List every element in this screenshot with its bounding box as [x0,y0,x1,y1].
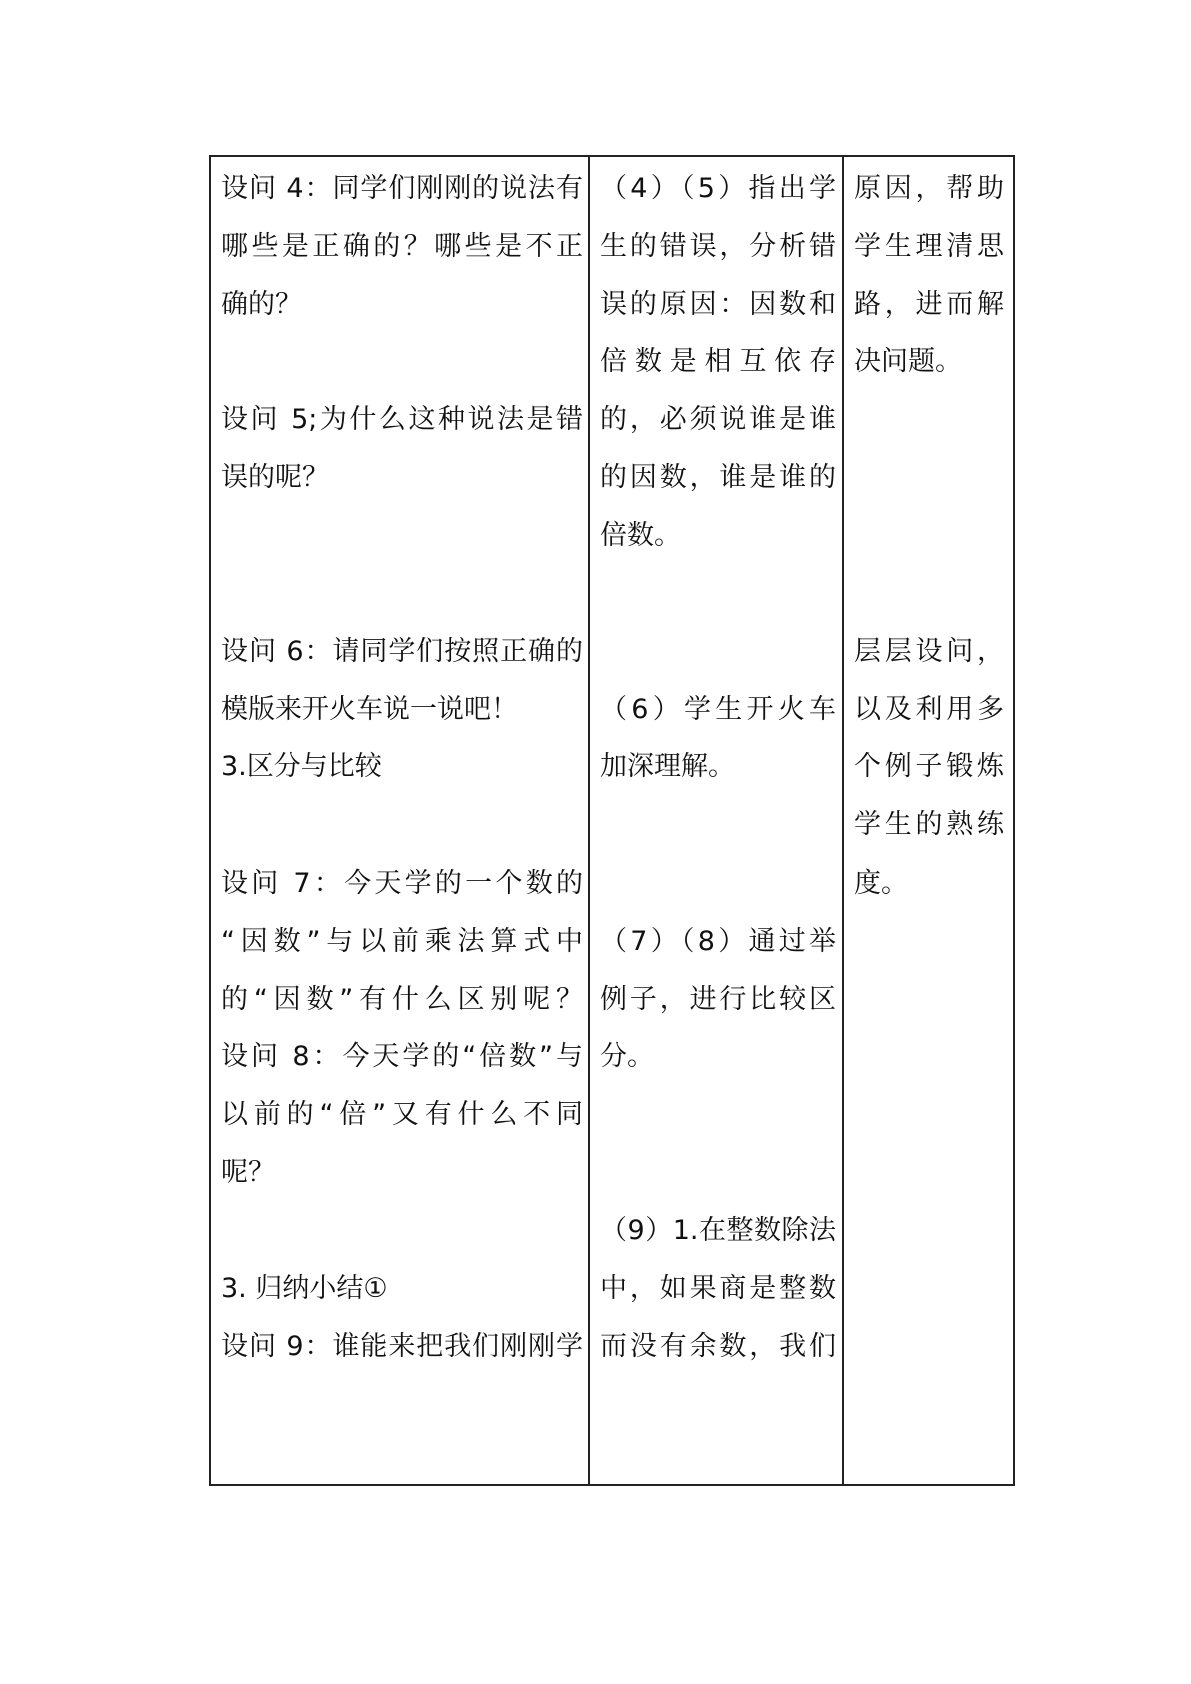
text-line: 生的错误，分析错 [600,231,836,262]
text-line: 决问题。 [854,346,962,377]
lesson-table [209,155,1015,1486]
section-heading: 3. 归纳小结① [221,1273,388,1304]
text-line: 加深理解。 [600,751,735,782]
column-divider [588,157,590,1484]
text-line: 中，如果商是整数 [600,1273,836,1304]
text-line: 层层设问， [854,636,1004,667]
section-heading: 3.区分与比较 [221,751,382,782]
column-divider [842,157,844,1484]
text-line: 模版来开火车说一说吧！ [221,694,518,725]
text-line: 分。 [600,1041,654,1072]
text-line: 的，必须说谁是谁 [600,404,836,435]
text-line: 路，进而解 [854,289,1004,320]
text-line: 原因，帮助 [854,173,1004,204]
text-line: 以前的“倍”又有什么不同 [221,1099,583,1130]
text-line: （9）1.在整数除法 [600,1215,836,1246]
text-line: 学生的熟练 [854,809,1004,840]
column-design-intent [854,157,1004,1484]
text-line: 例子，进行比较区 [600,984,836,1015]
text-line: （7）（8）通过举 [600,926,836,957]
text-line: 学生理清思 [854,231,1004,262]
text-line: 呢？ [221,1157,275,1188]
text-line: 误的原因：因数和 [600,289,836,320]
text-line: 确的？ [221,289,302,320]
text-line: 误的呢？ [221,462,329,493]
text-line: 的“因数”有什么区别呢？ [221,984,583,1015]
column-student-activity [600,157,836,1484]
text-line: 的因数，谁是谁的 [600,462,836,493]
text-line: 度。 [854,868,908,899]
text-line: 倍数是相互依存 [600,346,836,377]
text-line: 设问 7：今天学的一个数的 [221,868,583,899]
text-line: 设问 6：请同学们按照正确的 [221,636,583,667]
text-line: 以及利用多 [854,694,1004,725]
text-line: 设问 5;为什么这种说法是错 [221,404,583,435]
text-line: 设问 9：谁能来把我们刚刚学 [221,1331,583,1362]
text-line: 哪些是正确的？哪些是不正 [221,231,583,262]
text-line: “因数”与以前乘法算式中 [221,926,583,957]
text-line: 个例子锻炼 [854,751,1004,782]
text-line: （4）（5）指出学 [600,173,836,204]
text-line: （6）学生开火车 [600,694,836,725]
text-line: 倍数。 [600,520,681,551]
column-teacher-activity [221,157,583,1484]
text-line: 设问 8：今天学的“倍数”与 [221,1041,583,1072]
text-line: 而没有余数，我们 [600,1331,836,1362]
text-line: 设问 4：同学们刚刚的说法有 [221,173,583,204]
